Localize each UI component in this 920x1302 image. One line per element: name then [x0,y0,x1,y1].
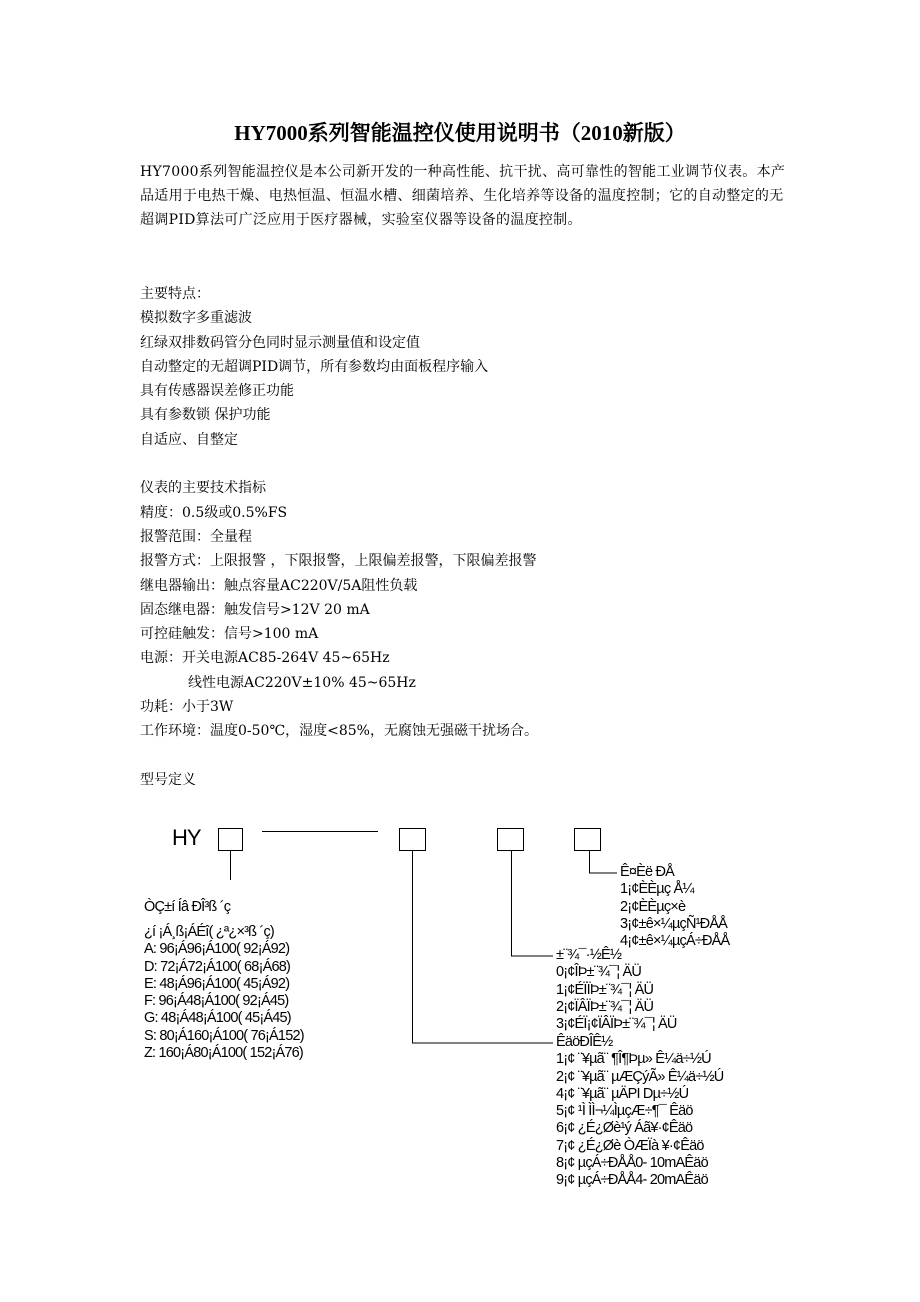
size-list [144,924,304,1062]
alarm-option: 3¡¢ÉÏ¡¢ÏÂÏÞ±¨¾¯¦ ÄÜ [556,1016,677,1033]
code-box-alarm [498,829,524,851]
input-option: 4¡¢±ê×¼µçÁ÷ÐÅÅ [620,933,730,950]
output-option: 9¡¢ µçÁ÷ÐÅÅ4- 20mAÊäö [556,1172,708,1189]
feature-item: 自适应、自整定 [140,431,238,448]
leader-alarm [512,851,554,956]
spec-item: 报警范围：全量程 [140,528,252,545]
size-option: E: 48¡Á96¡Á100( 45¡Á92) [144,975,290,992]
spec-item-linear-power: 线性电源AC220V±10% 45~65Hz [188,674,416,691]
model-heading: 型号定义 [140,771,196,788]
model-code-diagram [0,800,920,1220]
size-option: D: 72¡Á72¡Á100( 68¡Á68) [144,958,291,975]
body-text [140,282,538,792]
spec-item: 工作环境：温度0-50℃，湿度<85%，无腐蚀无强磁干扰场合。 [140,723,538,740]
size-subheading: ¿í ¡Á¸ß¡ÁÉî( ¿ª¿×³ß ´ç) [144,924,274,940]
feature-item: 具有传感器误差修正功能 [140,383,294,400]
input-option: 3¡¢±ê×¼µçÑ¹ÐÅÅ [620,915,728,932]
specs-heading: 仪表的主要技术指标 [140,480,266,497]
spec-item: 功耗：小于3W [140,699,234,716]
input-option: 1¡¢ÈÈµç Å¼ [620,881,694,898]
spec-item: 固态继电器：触发信号>12V 20 mA [140,601,370,618]
output-type-list [556,1034,723,1190]
alarm-option: 0¡¢ÎÞ±¨¾¯¦ ÄÜ [556,964,642,981]
features-heading: 主要特点： [140,286,210,302]
output-option: 5¡¢ ¹Ì ÌÌ¬¼ÌµçÆ÷¶¯ Êäö [556,1103,693,1120]
page-title: HY7000系列智能温控仪使用说明书（2010新版） [234,121,686,145]
spec-item: 报警方式：上限报警 ，下限报警，上限偏差报警，下限偏差报警 [140,553,537,570]
spec-item: 可控硅触发：信号>100 mA [140,626,319,643]
size-option: G: 48¡Á48¡Á100( 45¡Á45) [144,1010,291,1027]
leader-output [413,851,554,1043]
size-option: S: 80¡Á160¡Á100( 76¡Á152) [144,1027,304,1044]
feature-item: 自动整定的无超调PID调节，所有参数均由面板程序输入 [140,358,489,375]
code-box-size [219,829,243,851]
input-option: 2¡¢ÈÈµç×è [620,898,686,915]
leader-input [590,851,618,873]
intro-paragraph: HY7000系列智能温控仪是本公司新开发的一种高性能、抗干扰、高可靠性的智能工业调节仪表。本产品适用于电热干燥、电热恒温、恒温水槽、细菌培养、生化培养等设备的温度控制；它的自动整定的无超调PID算法可广泛应用于医疗器械，实验室仪器等设备的温度控制。 [140,164,786,228]
size-option: A: 96¡Á96¡Á100( 92¡Á92) [144,941,290,958]
code-box-input [575,829,601,851]
alarm-mode-list [556,947,677,1033]
feature-item: 模拟数字多重滤波 [140,310,252,327]
output-option: 8¡¢ µçÁ÷ÐÅÅ0- 10mAÊäö [556,1155,708,1172]
model-prefix: HY [172,825,201,850]
output-option: 7¡¢ ¿É¿Øè ÒÆÏà ¥·¢Êäö [556,1137,704,1154]
output-heading: ÊäöÐÎÊ½ [556,1034,613,1050]
size-option: F: 96¡Á48¡Á100( 92¡Á45) [144,993,289,1010]
feature-item: 红绿双排数码管分色同时显示测量值和设定值 [140,334,420,351]
output-option: 2¡¢ ¨¥µã¨ µÆÇýÃ» Ê¼ä÷½Ú [556,1068,724,1085]
size-option: Z: 160¡Á80¡Á100( 152¡Á76) [144,1045,303,1062]
alarm-option: 2¡¢ÏÂÏÞ±¨¾¯¦ ÄÜ [556,998,654,1015]
feature-item: 具有参数锁 保护功能 [140,407,271,424]
alarm-option: 1¡¢ÉÏÏÞ±¨¾¯¦ ÄÜ [556,981,654,998]
output-option: 6¡¢ ¿É¿Øè¹ý Áã¥·¢Êäö [556,1120,693,1137]
size-heading: ÒÇ±í Íâ ÐÎ³ß ´ç [144,899,231,915]
input-signal-list [620,864,729,950]
spec-item: 精度：0.5级或0.5%FS [140,504,288,521]
spec-item: 电源：开关电源AC85-264V 45~65Hz [140,650,390,667]
code-box-output [400,829,426,851]
spec-item: 继电器输出：触点容量AC220V/5A阻性负载 [140,577,418,594]
diagram-lines [0,800,920,1220]
input-heading: Ê¤Èë ÐÅ [620,864,675,880]
alarm-heading: ±¨¾¯·½Ê½ [556,947,622,963]
output-option: 4¡¢ ¨¥µã¨ µÄPI Dµ÷½Ú [556,1085,689,1102]
output-option: 1¡¢ ¨¥µã¨ ¶Î¶Þµ» Ê¼ä÷½Ú [556,1051,711,1068]
